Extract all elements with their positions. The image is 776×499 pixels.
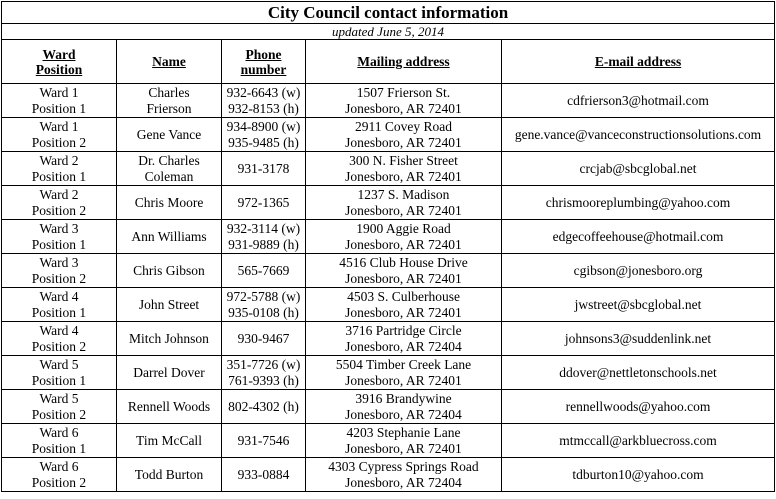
header-phone-line2: number: [240, 61, 287, 77]
mailing-address-cell: [306, 152, 502, 186]
phone-cell: [222, 322, 306, 356]
ward-position-cell-line: Position 1: [31, 372, 87, 388]
page-title: City Council contact information: [2, 2, 775, 24]
mailing-address-cell: [306, 424, 502, 458]
mailing-address-cell-line: Jonesboro, AR 72401: [345, 372, 462, 388]
mailing-address-cell-line: Jonesboro, AR 72401: [345, 168, 462, 184]
mailing-address-cell-line: 4203 Stephanie Lane: [346, 424, 461, 440]
phone-cell: [222, 458, 306, 492]
name-cell: [117, 424, 222, 458]
mailing-address-cell: [306, 118, 502, 152]
phone-cell: [222, 254, 306, 288]
ward-position-cell-line: Ward 5: [39, 390, 79, 406]
email-cell: edgecoffeehouse@hotmail.com: [502, 220, 775, 254]
ward-position-cell-line: Position 2: [31, 202, 87, 218]
phone-cell: [222, 424, 306, 458]
phone-cell: [222, 186, 306, 220]
name-cell: [117, 390, 222, 424]
ward-position-cell-line: Position 1: [31, 100, 87, 116]
email-cell: jwstreet@sbcglobal.net: [502, 288, 775, 322]
ward-position-cell: [2, 254, 117, 288]
ward-position-cell-line: Ward 3: [39, 220, 79, 236]
mailing-address-cell-line: 4516 Club House Drive: [339, 254, 468, 270]
email-cell: cdfrierson3@hotmail.com: [502, 84, 775, 118]
email-cell: rennellwoods@yahoo.com: [502, 390, 775, 424]
table-body: [2, 84, 775, 492]
email-cell: ddover@nettletonschools.net: [502, 356, 775, 390]
table-row: [2, 458, 775, 492]
ward-position-cell-line: Position 2: [31, 406, 87, 422]
ward-position-cell: [2, 390, 117, 424]
name-cell-line: Tim McCall: [136, 432, 202, 448]
mailing-address-cell: [306, 356, 502, 390]
mailing-address-cell-line: Jonesboro, AR 72404: [345, 406, 462, 422]
email-cell: johnsons3@suddenlink.net: [502, 322, 775, 356]
ward-position-cell-line: Ward 6: [39, 424, 79, 440]
phone-cell: [222, 220, 306, 254]
mailing-address-cell-line: 4303 Cypress Springs Road: [328, 458, 479, 474]
updated-date: updated June 5, 2014: [2, 24, 775, 40]
column-header-row: [2, 40, 775, 84]
name-cell-line: John Street: [138, 296, 200, 312]
mailing-address-cell: [306, 390, 502, 424]
ward-position-cell-line: Ward 6: [39, 458, 79, 474]
mailing-address-cell-line: 3716 Partridge Circle: [345, 322, 462, 338]
header-phone-line1: Phone: [245, 46, 282, 62]
name-cell-line: Frierson: [146, 100, 192, 116]
phone-cell-line: 930-9467: [237, 330, 290, 346]
name-cell: [117, 152, 222, 186]
name-cell: [117, 186, 222, 220]
ward-position-cell: [2, 424, 117, 458]
table-row: [2, 186, 775, 220]
ward-position-cell-line: Ward 5: [39, 356, 79, 372]
ward-position-cell-line: Ward 4: [39, 288, 79, 304]
name-cell: [117, 458, 222, 492]
phone-cell-line: 935-0108 (h): [228, 304, 299, 320]
ward-position-cell: [2, 152, 117, 186]
ward-position-cell-line: Position 2: [31, 134, 87, 150]
name-cell-line: Todd Burton: [134, 466, 204, 482]
email-cell: cgibson@jonesboro.org: [502, 254, 775, 288]
ward-position-cell: [2, 186, 117, 220]
header-name: Name: [117, 40, 222, 84]
mailing-address-cell-line: Jonesboro, AR 72401: [345, 440, 462, 456]
mailing-address-cell: [306, 220, 502, 254]
email-cell: chrismooreplumbing@yahoo.com: [502, 186, 775, 220]
phone-cell-line: 565-7669: [237, 262, 290, 278]
name-cell: [117, 288, 222, 322]
phone-cell-line: 802-4302 (h): [228, 398, 299, 414]
phone-cell: [222, 84, 306, 118]
table-row: [2, 254, 775, 288]
name-cell-line: Coleman: [144, 168, 194, 184]
ward-position-cell-line: Ward 1: [39, 84, 79, 100]
email-cell: tdburton10@yahoo.com: [502, 458, 775, 492]
table-row: [2, 424, 775, 458]
ward-position-cell-line: Ward 4: [39, 322, 79, 338]
phone-cell-line: 934-8900 (w): [226, 118, 301, 134]
name-cell: [117, 254, 222, 288]
header-ward-label: Ward: [42, 46, 76, 62]
name-cell: [117, 220, 222, 254]
header-mailing-address: Mailing address: [306, 40, 502, 84]
name-cell-line: Mitch Johnson: [129, 330, 209, 346]
ward-position-cell: [2, 356, 117, 390]
mailing-address-cell: [306, 186, 502, 220]
phone-cell-line: 932-8153 (h): [228, 100, 299, 116]
name-cell-line: Gene Vance: [136, 126, 202, 142]
mailing-address-cell-line: 2911 Covey Road: [355, 118, 452, 134]
phone-cell-line: 351-7726 (w): [226, 356, 301, 372]
mailing-address-cell-line: Jonesboro, AR 72401: [345, 202, 462, 218]
header-email-address: E-mail address: [502, 40, 775, 84]
table-row: [2, 84, 775, 118]
mailing-address-cell: [306, 254, 502, 288]
name-cell-line: Charles: [148, 84, 190, 100]
ward-position-cell: [2, 288, 117, 322]
phone-cell-line: 933-0884: [237, 466, 290, 482]
table-row: [2, 152, 775, 186]
phone-cell-line: 935-9485 (h): [228, 134, 299, 150]
header-ward-position: [2, 40, 117, 84]
mailing-address-cell-line: Jonesboro, AR 72401: [345, 304, 462, 320]
ward-position-cell-line: Position 2: [31, 270, 87, 286]
email-cell: mtmccall@arkbluecross.com: [502, 424, 775, 458]
mailing-address-cell-line: Jonesboro, AR 72401: [345, 236, 462, 252]
table-row: [2, 322, 775, 356]
ward-position-cell: [2, 220, 117, 254]
mailing-address-cell-line: 5504 Timber Creek Lane: [335, 356, 472, 372]
mailing-address-cell-line: 3916 Brandywine: [355, 390, 452, 406]
ward-position-cell-line: Ward 2: [39, 152, 79, 168]
table-row: [2, 220, 775, 254]
name-cell-line: Chris Moore: [134, 194, 204, 210]
table-row: [2, 288, 775, 322]
mailing-address-cell-line: Jonesboro, AR 72404: [345, 338, 462, 354]
name-cell-line: Dr. Charles: [138, 152, 200, 168]
mailing-address-cell-line: 4503 S. Culberhouse: [347, 288, 460, 304]
mailing-address-cell-line: 300 N. Fisher Street: [349, 152, 458, 168]
phone-cell-line: 931-3178: [237, 160, 290, 176]
name-cell-line: Darrel Dover: [133, 364, 205, 380]
ward-position-cell: [2, 458, 117, 492]
phone-cell-line: 972-1365: [237, 194, 290, 210]
header-position-label: Position: [35, 61, 83, 77]
ward-position-cell-line: Position 1: [31, 304, 87, 320]
phone-cell-line: 931-7546: [237, 432, 290, 448]
ward-position-cell-line: Position 2: [31, 474, 87, 490]
table-row: [2, 118, 775, 152]
ward-position-cell: [2, 84, 117, 118]
mailing-address-cell: [306, 288, 502, 322]
mailing-address-cell-line: Jonesboro, AR 72401: [345, 270, 462, 286]
phone-cell: [222, 288, 306, 322]
ward-position-cell-line: Ward 3: [39, 254, 79, 270]
table-row: [2, 356, 775, 390]
mailing-address-cell-line: Jonesboro, AR 72404: [345, 474, 462, 490]
phone-cell: [222, 118, 306, 152]
name-cell: [117, 118, 222, 152]
phone-cell-line: 972-5788 (w): [226, 288, 301, 304]
mailing-address-cell: [306, 84, 502, 118]
mailing-address-cell-line: 1507 Frierson St.: [356, 84, 451, 100]
name-cell: [117, 322, 222, 356]
mailing-address-cell-line: 1237 S. Madison: [357, 186, 450, 202]
ward-position-cell-line: Ward 1: [39, 118, 79, 134]
ward-position-cell: [2, 118, 117, 152]
mailing-address-cell: [306, 458, 502, 492]
ward-position-cell-line: Position 1: [31, 236, 87, 252]
ward-position-cell-line: Ward 2: [39, 186, 79, 202]
ward-position-cell-line: Position 1: [31, 440, 87, 456]
ward-position-cell-line: Position 2: [31, 338, 87, 354]
ward-position-cell: [2, 322, 117, 356]
phone-cell: [222, 390, 306, 424]
mailing-address-cell-line: Jonesboro, AR 72401: [345, 134, 462, 150]
name-cell-line: Rennell Woods: [127, 398, 211, 414]
mailing-address-cell-line: Jonesboro, AR 72401: [345, 100, 462, 116]
mailing-address-cell: [306, 322, 502, 356]
phone-cell: [222, 356, 306, 390]
phone-cell: [222, 152, 306, 186]
name-cell: [117, 356, 222, 390]
name-cell-line: Chris Gibson: [133, 262, 205, 278]
updated-row: [2, 24, 775, 40]
phone-cell-line: 931-9889 (h): [228, 236, 299, 252]
name-cell-line: Ann Williams: [131, 228, 207, 244]
phone-cell-line: 761-9393 (h): [228, 372, 299, 388]
table-row: [2, 390, 775, 424]
council-contact-table: [1, 1, 775, 492]
name-cell: [117, 84, 222, 118]
header-phone: [222, 40, 306, 84]
phone-cell-line: 932-3114 (w): [226, 220, 301, 236]
title-row: [2, 2, 775, 24]
email-cell: crcjab@sbcglobal.net: [502, 152, 775, 186]
email-cell: gene.vance@vanceconstructionsolutions.com: [502, 118, 775, 152]
ward-position-cell-line: Position 1: [31, 168, 87, 184]
mailing-address-cell-line: 1900 Aggie Road: [356, 220, 451, 236]
phone-cell-line: 932-6643 (w): [226, 84, 301, 100]
